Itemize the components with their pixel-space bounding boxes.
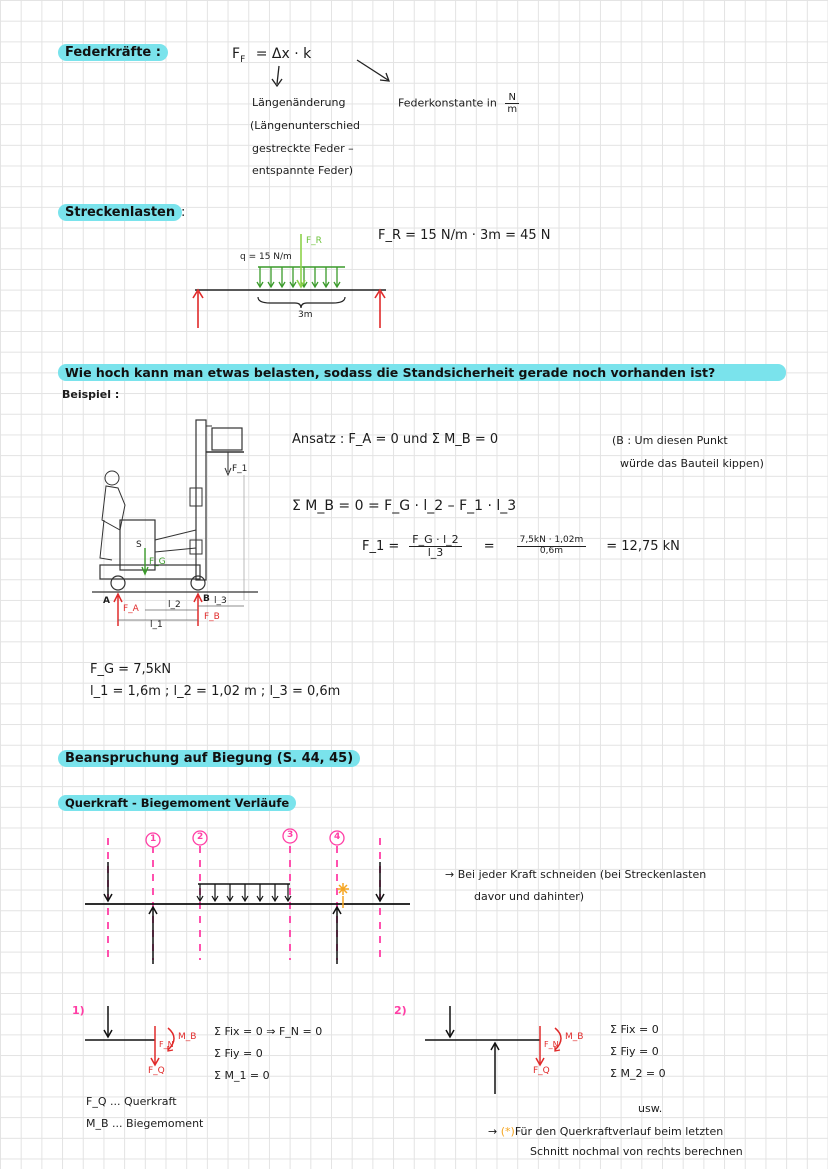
case1-eq1: Σ Fix = 0 ⇒ F_N = 0 <box>214 1025 323 1038</box>
streckenlasten-heading: Streckenlasten <box>58 204 182 221</box>
cut-note-line-1: → Bei jeder Kraft schneiden (bei Streckenlasten <box>445 868 707 881</box>
unit-num: N <box>505 92 518 104</box>
fr-label: F_R <box>306 236 322 246</box>
laenge-line-4: entspannte Feder) <box>252 164 354 177</box>
case2-eq2: Σ Fiy = 0 <box>610 1045 659 1058</box>
streckenlasten-colon: : <box>181 205 186 220</box>
cut-number-4: 4 <box>334 832 341 842</box>
fig-label-FG: F_G <box>149 557 166 567</box>
formula-rhs: = Δx · k <box>255 46 312 62</box>
fig-label-l3: l_3 <box>214 596 227 606</box>
case1-eq3: Σ M_1 = 0 <box>214 1069 270 1082</box>
legend-biegemoment: M_B ... Biegemoment <box>86 1117 204 1130</box>
f1-sym-num: F_G · l_2 <box>409 534 461 547</box>
usw-label: usw. <box>638 1102 663 1115</box>
federkraefte-heading: Federkräfte : <box>58 44 168 61</box>
final-note-text-1: Für den Querkraftverlauf beim letzten <box>514 1125 724 1138</box>
case2-mb: M_B <box>565 1032 584 1042</box>
final-note-arrow: → <box>488 1125 498 1138</box>
case2-eq3: Σ M_2 = 0 <box>610 1067 666 1080</box>
fig-label-l1: l_1 <box>150 620 163 630</box>
biegung-heading: Beanspruchung auf Biegung (S. 44, 45) <box>58 750 360 767</box>
unit-den: m <box>507 104 518 115</box>
standsicherheit-question: Wie hoch kann man etwas belasten, sodass die Standsicherheit gerade noch vorhanden ist? <box>58 364 786 381</box>
final-note-star: (*) <box>500 1125 515 1138</box>
f1-num-num: 7,5kN · 1,02m <box>517 536 587 547</box>
kipp-note-1: (B : Um diesen Punkt <box>612 434 728 447</box>
f1-result: = 12,75 kN <box>606 539 680 555</box>
q-label: q = 15 N/m <box>240 252 292 262</box>
case2-fn: F_N <box>544 1040 559 1049</box>
f1-num-den: 0,6m <box>539 546 563 557</box>
fig-label-F1: F_1 <box>232 464 248 474</box>
fig-label-FA: F_A <box>123 604 139 614</box>
formula-lhs: F <box>232 46 241 62</box>
moment-equation: Σ M_B = 0 = F_G · l_2 – F_1 · l_3 <box>292 498 517 514</box>
case2-fq: F_Q <box>533 1066 550 1076</box>
cut-number-3: 3 <box>287 830 294 840</box>
given-line-2: l_1 = 1,6m ; l_2 = 1,02 m ; l_3 = 0,6m <box>90 684 341 699</box>
laenge-line-1: Längenänderung <box>252 96 346 109</box>
kipp-note-2: würde das Bauteil kippen) <box>620 457 764 470</box>
laenge-line-3: gestreckte Feder – <box>252 142 354 155</box>
fig-label-S: S <box>136 540 142 550</box>
case1-eq2: Σ Fiy = 0 <box>214 1047 263 1060</box>
formula-sub: F <box>240 54 246 65</box>
f1-lhs: F_1 = <box>362 539 400 555</box>
case2-eq1: Σ Fix = 0 <box>610 1023 659 1036</box>
case1-fq: F_Q <box>148 1066 165 1076</box>
laenge-line-2: (Längenunterschied <box>250 119 360 132</box>
fig-label-B: B <box>203 594 210 604</box>
legend-querkraft: F_Q ... Querkraft <box>86 1095 177 1108</box>
final-note-line-1 <box>488 1125 723 1138</box>
case2-number: 2) <box>394 1004 407 1017</box>
cut-number-1: 1 <box>150 834 157 844</box>
querkraft-subheading: Querkraft - Biegemoment Verläufe <box>58 795 296 811</box>
given-line-1: F_G = 7,5kN <box>90 662 172 677</box>
case1-mb: M_B <box>178 1032 197 1042</box>
fig-label-FB: F_B <box>204 612 220 622</box>
length-label: 3m <box>298 310 313 320</box>
resultant-formula: F_R = 15 N/m · 3m = 45 N <box>378 228 551 243</box>
beispiel-label: Beispiel : <box>62 388 120 401</box>
f1-sym-den: l_3 <box>427 546 444 560</box>
cut-number-2: 2 <box>197 832 204 842</box>
final-note-line-2: Schnitt nochmal von rechts berechnen <box>530 1145 743 1158</box>
ansatz-line: Ansatz : F_A = 0 und Σ M_B = 0 <box>292 432 499 447</box>
cut-note-line-2: davor und dahinter) <box>474 890 585 903</box>
case1-fn: F_N <box>159 1040 174 1049</box>
case1-number: 1) <box>72 1004 85 1017</box>
f1-mid: = <box>483 539 495 555</box>
fig-label-A: A <box>103 596 110 606</box>
fig-label-l2: l_2 <box>168 600 181 610</box>
konstante-text: Federkonstante in <box>398 96 497 110</box>
